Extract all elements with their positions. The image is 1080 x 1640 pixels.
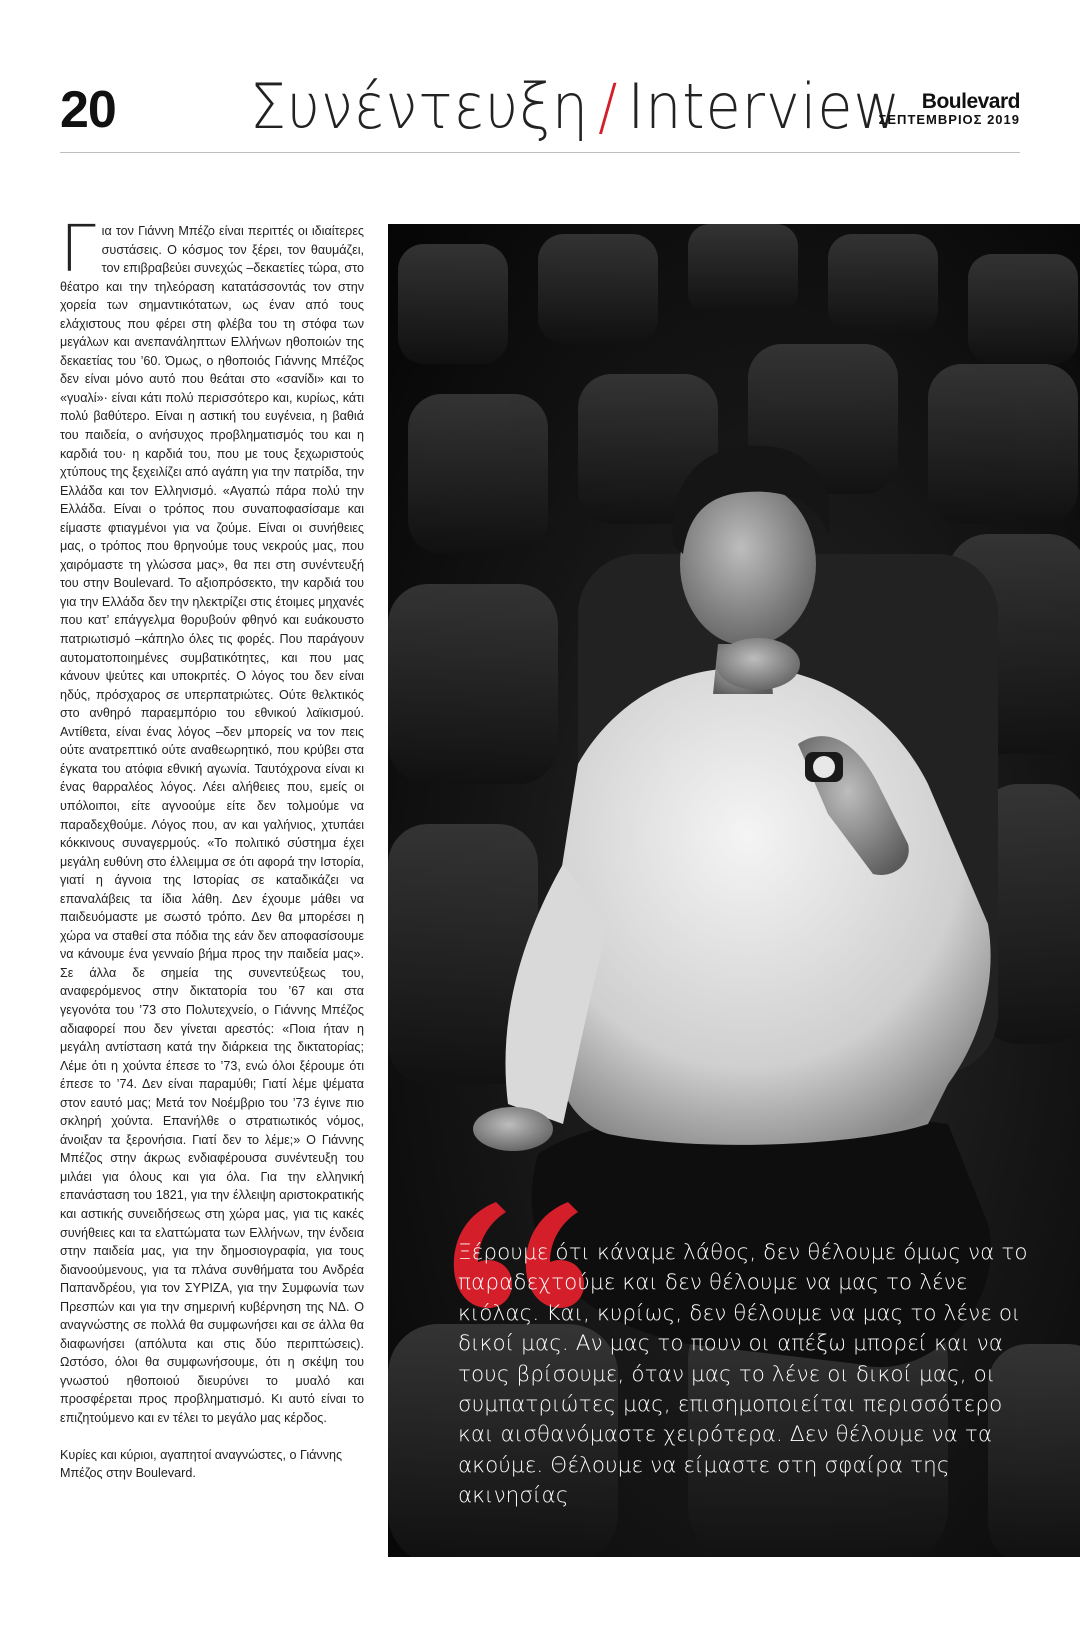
article-body xyxy=(60,213,364,1483)
article-paragraph xyxy=(60,213,364,1428)
right-hand xyxy=(716,638,800,690)
pull-quote-text: Ξέρουμε ότι κάναμε λάθος, δεν θέλουμε όμως να το παραδεχτούμε και δεν θέλουμε να μας το λένε κιόλας. Και, κυρίως, δεν θέλουμε να μας το λένε οι δικοί μας. Αν μας το πουν οι απέξω μπορεί και να τους βρίσουμε, όταν μας το λένε οι δικοί μας, οι συμπατριώτες μας, επισημοποιείται περισσότερο και αισθανόμαστε χειρότερα. Δεν θέλουμε να τα ακούμε. Θέλουμε να είμαστε στη σφαίρα της ακινησίας xyxy=(458,1240,1028,1509)
masthead xyxy=(879,92,1020,127)
issue-date: ΣΕΠΤΕΜΒΡΙΟΣ 2019 xyxy=(878,112,1020,127)
left-hand xyxy=(473,1107,553,1151)
pull-quote xyxy=(458,1238,1038,1512)
page-number: 20 xyxy=(60,81,116,139)
article-text: ια τον Γιάννη Μπέζο είναι περιττές οι ιδιαίτερες συστάσεις. Ο κόσμος τον ξέρει, τον θαυμάζει, τον επιβραβεύει συνεχώς –δεκαετίες τώρα, στο θέατρο και την τηλεόραση κατατάσσοντάς τον στην χορεία των σημαντικότατων, ως έναν από τους ελάχιστους που φέρει στη φλέβα του τη στόφα των μεγάλων και ανεπανάληπτων Ελλήνων ηθοποιών της δεκαετίας του ’60. Όμως, ο ηθοποιός Γιάννης Μπέζος δεν είναι μόνο αυτό που θεάται στο «σανίδι» και το «γυαλί»· είναι κάτι πολύ περισσότερο και, κυρίως, κάτι πολύ βαθύτερο. Είναι η αστική του ευγένεια, η βαθιά του παιδεία, ο ανήσυχος προβληματισμός του και η καρδιά του· η καρδιά του, που με τους ξεχωριστούς χτύπους της ξεχειλίζει από αγάπη για την πατρίδα, την Ελλάδα και τον Ελληνισμό. «Αγαπώ πάρα πολύ την Ελλάδα. Είναι ο τρόπος που συναποφασίσαμε και είμαστε φτιαγμένοι για να ζούμε. Είναι οι συνήθειες μας, ο τρόπος που θρηνούμε τους νεκρούς μας, που χαιρόμαστε τη γλώσσα μας», θα πει στη συνέντευξή του στην Boulevard. Το αξιοπρόσεκτο, την καρδιά του για την Ελλάδα δεν την ηλεκτρίζει στις έτοιμες μηχανές που κατ’ επάγγελμα θορυβούν φθηνό και ευάκουστο πατριωτισμό –κάπηλο όλες τις φορές. Που παράγουν αυτοματοποιημένες συμβατικότητες, και που μας κάνουν ψεύτες και υποκριτές. Ο λόγος του δεν είναι ηδύς, πρόσχαρος σε υπερπατριώτες. Ούτε θελκτικός στο ανθηρό παραεμπόριο του εθνικού λαϊκισμού. Αντίθετα, είναι ένας λόγος –δεν μπορείς να τον πεις ούτε ανατρεπτικό ούτε αναθεωρητικό, που κρύβει στα έγκατα του ατόφια εθνική αγωνία. Ταυτόχρονα είναι κι ένας θαρραλέος λόγος. Λέει αλήθειες που, εμείς οι υπόλοιποι, είτε αγνοούμε είτε δεν τολμούμε να παραδεχθούμε. Λόγος που, αν και γαλήνιος, χτυπάει κόκκινους συναγερμούς. «Το πολιτικό σύστημα έχει μεγάλη ευθύνη στο έλλειμμα σε ότι αφορά την Ιστορία, γιατί η άγνοια της Ιστορίας σε καταδικάζει να επαναλάβεις τα ίδια λάθη. Δεν έχουμε μάθει να παιδευόμαστε με σωστό τρόπο. Δεν θα μπορέσει η χώρα να σταθεί στα πόδια της εάν δεν αποφασίσουμε να κάνουμε ένα γενναίο βήμα προς την παιδεία μας». Σε άλλα δε σημεία της συνεντεύξεως του, αναφερόμενος στην δικτατορία του ’67 και στα γεγονότα του ’73 στο Πολυτεχνείο, ο Γιάννης Μπέζος αδιαφορεί που δεν γίνεται αρεστός: «Ποια ήταν η μεγάλη αντίσταση κατά την διάρκεια της δικτατορίας; Λέμε ότι η χούντα έπεσε το ’73, ενώ όλοι ξέρουμε ότι έπεσε το ’74. Δεν είναι παραμύθι; Γιατί λέμε ψέματα στον εαυτό μας; Μετά τον Νοέμβριο του ’73 έγινε πιο σκληρή χούντα. Επανήλθε ο στρατιωτικός νόμος, άνοιξαν τα ξερονήσια. Γιατί δεν το λέμε;» Ο Γιάννης Μπέζος στην άκρως ενδιαφέρουσα συνέντευξη του μιλάει για όλους και για όλα. Για την ελληνική επανάσταση του 1821, για την έλλειψη αριστοκρατικής και αστικής συνειδήσεως στη χώρα μας, για τις κακές συνήθειες και τα ελαττώματα των Ελλήνων, την ένδεια στην παιδεία μας, για την δημοσιογραφία, για τους διανοούμενους, για τα πλάνα συνθήματα του Ανδρέα Παπανδρέου, για τον ΣΥΡΙΖΑ, για την Συμφωνία των Πρεσπών και για την σημερινή κυβέρνηση της ΝΔ. Ο αναγνώστης σε πολλά θα συμφωνήσει και σε άλλα θα διαφωνήσει (απόλυτα και στις δύο περιπτώσεις). Ωστόσο, όλοι θα συμφωνήσουμε, ότι η σκέψη του γνωστού ηθοποιού διευρύνει το μυαλό και προσφέρεται προς προβληματισμό. Κι αυτό είναι το επιζητούμενο και εν τέλει το μεγάλο μας κέρδος. xyxy=(60,224,364,1425)
section-title-english: Interview xyxy=(627,70,902,143)
brand-logo: Boulevard xyxy=(921,90,1020,113)
section-title-separator: / xyxy=(598,70,619,143)
section-title xyxy=(250,70,901,143)
drop-cap: Γ xyxy=(60,213,96,287)
section-title-greek: Συνέντευξη xyxy=(250,70,589,143)
header-divider xyxy=(60,152,1020,153)
article-closing: Κυρίες και κύριοι, αγαπητοί αναγνώστες, ο Γιάννης Μπέζος στην Boulevard. xyxy=(60,1447,343,1481)
